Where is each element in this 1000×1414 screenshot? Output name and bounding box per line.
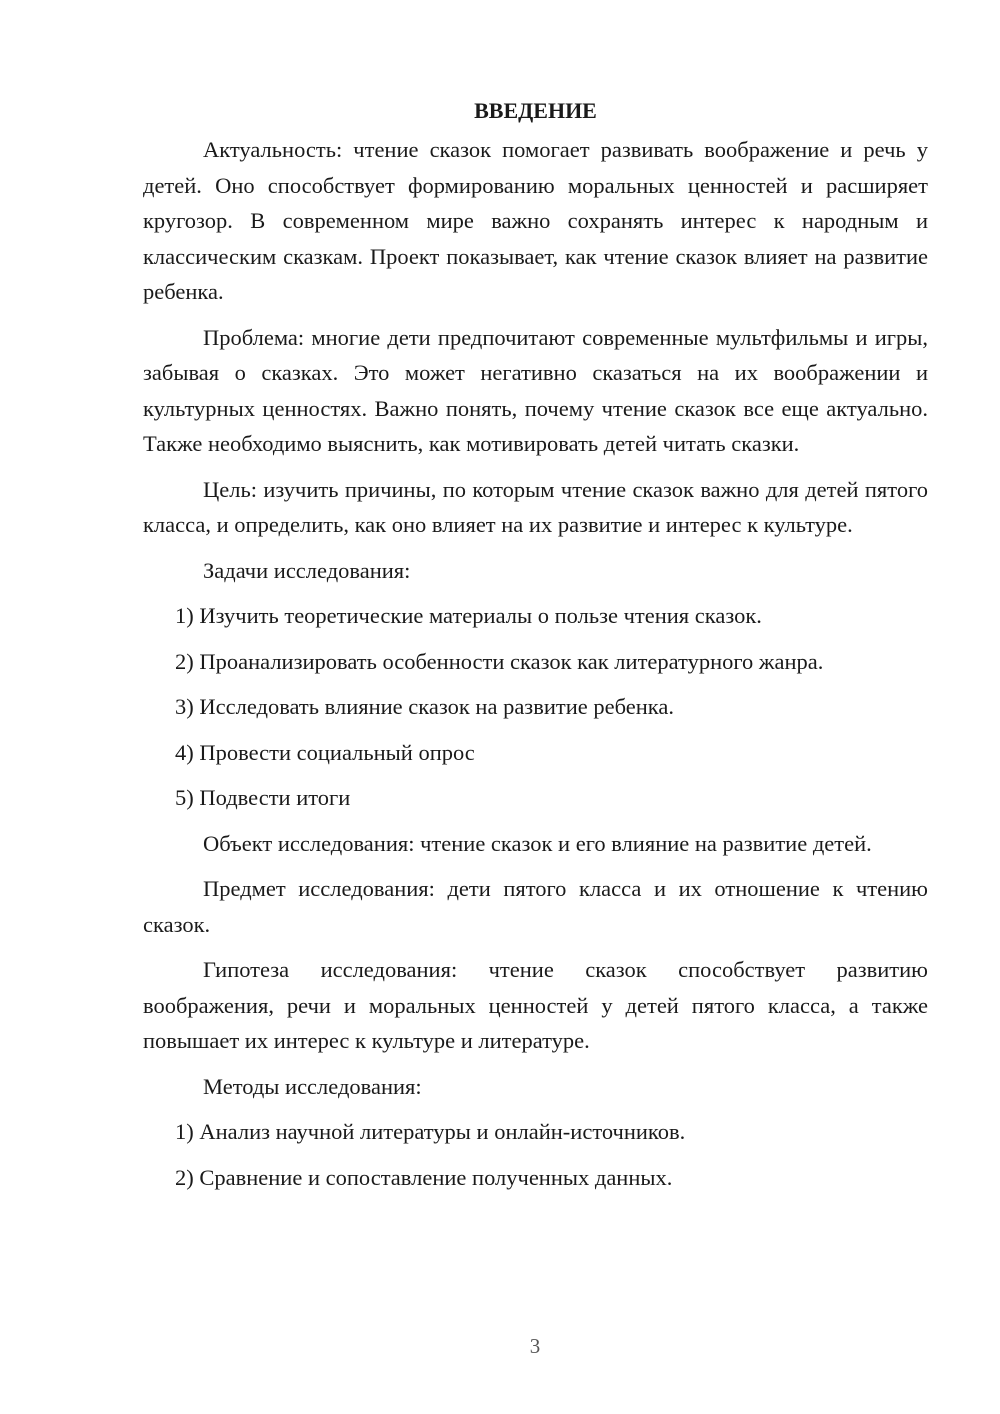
tasks-heading: Задачи исследования: (203, 557, 411, 583)
relevance-paragraph: Актуальность: чтение сказок помогает развивать воображение и речь у детей. Оно способствует формированию моральных ценностей и расширяет кругозор. В современном мире важно сохранять интерес к народным и классическим сказкам. Проект показывает, как чтение сказок влияет на развитие ребенка. (143, 137, 928, 304)
method-item-2: 2) Сравнение и сопоставление полученных данных. (175, 1164, 673, 1190)
goal-paragraph: Цель: изучить причины, по которым чтение сказок важно для детей пятого класса, и определить, как оно влияет на их развитие и интерес к культуре. (143, 476, 928, 537)
method-item-1: 1) Анализ научной литературы и онлайн-источников. (175, 1119, 686, 1144)
task-item-1: 1) Изучить теоретические материалы о пользе чтения сказок. (175, 603, 762, 628)
hypothesis-paragraph: Гипотеза исследования: чтение сказок способствует развитию воображения, речи и моральных ценностей у детей пятого класса, а также повышает их интерес к культуре и литературе. (143, 957, 928, 1053)
methods-heading: Методы исследования: (203, 1073, 422, 1099)
subject-paragraph: Предмет исследования: дети пятого класса и их отношение к чтению сказок. (143, 876, 928, 937)
page-number: 3 (529, 1334, 541, 1358)
object-paragraph: Объект исследования: чтение сказок и его влияние на развитие детей. (203, 830, 872, 856)
task-item-4: 4) Провести социальный опрос (175, 739, 475, 765)
document-page (143, 96, 928, 1205)
task-item-5: 5) Подвести итоги (175, 785, 351, 810)
page-title: ВВЕДЕНИЕ (474, 98, 597, 123)
problem-paragraph: Проблема: многие дети предпочитают современные мультфильмы и игры, забывая о сказках. Это может негативно сказаться на их воображении и культурных ценностях. Важно понять, почему чтение сказок все еще актуально. Также необходимо выяснить, как мотивировать детей читать сказки. (143, 324, 928, 456)
task-item-2: 2) Проанализировать особенности сказок как литературного жанра. (175, 648, 824, 674)
task-item-3: 3) Исследовать влияние сказок на развитие ребенка. (175, 694, 674, 719)
